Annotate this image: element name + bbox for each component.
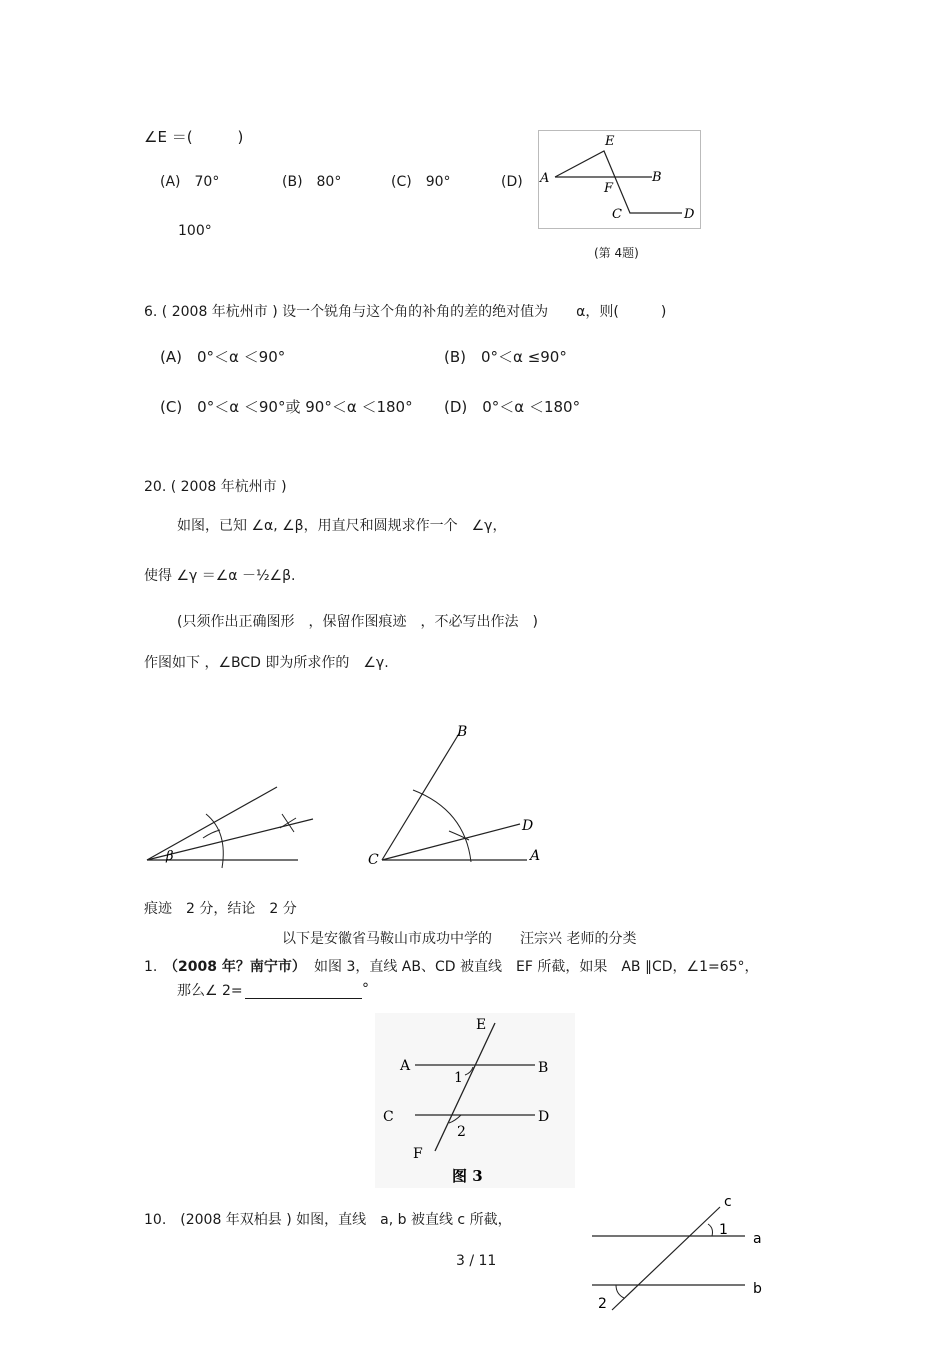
q20-note: (只须作出正确图形 ，保留作图痕迹 ，不必写出作法 ): [177, 614, 538, 630]
q5-label-a: A: [540, 171, 550, 186]
q1-label-b: B: [538, 1060, 549, 1076]
q20-line2: 使得 ∠γ ＝∠α －½∠β.: [144, 568, 296, 584]
q5-figure-caption: (第 4题): [594, 246, 639, 260]
q20-left-label-beta: β: [166, 849, 174, 864]
q1-label-c: C: [383, 1109, 394, 1125]
q5-option-a: (A) 70°: [160, 174, 220, 190]
q1-label-e: E: [476, 1017, 487, 1033]
q20-header: 20. ( 2008 年杭州市 ): [144, 479, 287, 495]
q1-text2-suffix: °: [362, 981, 369, 997]
q20-right-label-d: D: [522, 818, 534, 834]
q1-label-d: D: [538, 1109, 550, 1125]
q10-figure: [590, 1190, 770, 1320]
q20-right-label-b: B: [457, 724, 468, 740]
q5-stem: ∠E ＝( ): [144, 128, 244, 146]
q5-label-b: B: [652, 170, 662, 185]
q20-right-label-c: C: [368, 852, 379, 868]
q20-right-label-a: A: [530, 848, 541, 864]
q5-label-d: D: [684, 207, 695, 222]
q1-label-f: F: [413, 1146, 423, 1162]
q1-label-1: 1: [454, 1070, 463, 1086]
q10-label-2: 2: [598, 1296, 607, 1312]
q6-question: 6. ( 2008 年杭州市 ) 设一个锐角与这个角的补角的差的绝对值为 α，则( ): [144, 304, 667, 320]
q5-label-f: F: [604, 181, 614, 196]
q5-label-e: E: [605, 134, 615, 149]
q1-answer-blank: [245, 998, 362, 999]
q6-option-c: (C) 0°＜α ＜90°或 90°＜α ＜180°: [160, 398, 413, 416]
q5-option-d: (D): [501, 174, 523, 190]
q1-text2-prefix: 那么∠ 2=: [177, 983, 243, 999]
q6-option-b: (B) 0°＜α ≤90°: [444, 348, 567, 366]
q20-scoring: 痕迹 2 分，结论 2 分: [144, 901, 297, 917]
q1-figure: [375, 1013, 575, 1188]
q1-figure-caption: 图 3: [452, 1167, 483, 1185]
q10-label-a: a: [753, 1231, 762, 1247]
q5-figure-lines: [555, 151, 682, 213]
q20-answer: 作图如下 ，∠BCD 即为所求作的 ∠γ.: [144, 655, 389, 671]
q10-label-1: 1: [719, 1222, 728, 1238]
q20-line1: 如图，已知 ∠α, ∠β，用直尺和圆规求作一个 ∠γ，: [177, 518, 507, 534]
q20-right-figure: [365, 720, 555, 870]
q1-label-a: A: [400, 1058, 411, 1074]
page-number: 3 / 11: [456, 1253, 497, 1269]
q5-option-d-value: 100°: [178, 223, 212, 239]
q6-option-a: (A) 0°＜α ＜90°: [160, 348, 286, 366]
q5-option-c: (C) 90°: [391, 174, 451, 190]
q5-label-c: C: [612, 207, 622, 222]
q5-figure: [538, 130, 702, 230]
q10-label-b: b: [753, 1281, 762, 1297]
q10-question: 10. (2008 年双柏县 ) 如图，直线 a, b 被直线 c 所截，: [144, 1212, 512, 1228]
q10-label-c: c: [724, 1194, 732, 1210]
q1-source: （2008 年？南宁市）: [164, 959, 306, 975]
section-title: 以下是安徽省马鞍山市成功中学的 汪宗兴 老师的分类: [282, 931, 637, 947]
q6-option-d: (D) 0°＜α ＜180°: [444, 398, 581, 416]
q20-left-figure: [140, 780, 330, 870]
q1-text: 如图 3，直线 AB、CD 被直线 EF 所截，如果 AB ∥CD，∠1=65°，: [314, 959, 759, 975]
q1-label-2: 2: [457, 1124, 466, 1140]
q1-figure-bg: [375, 1013, 575, 1188]
q1-number: 1.: [144, 959, 158, 975]
q5-option-b: (B) 80°: [282, 174, 342, 190]
